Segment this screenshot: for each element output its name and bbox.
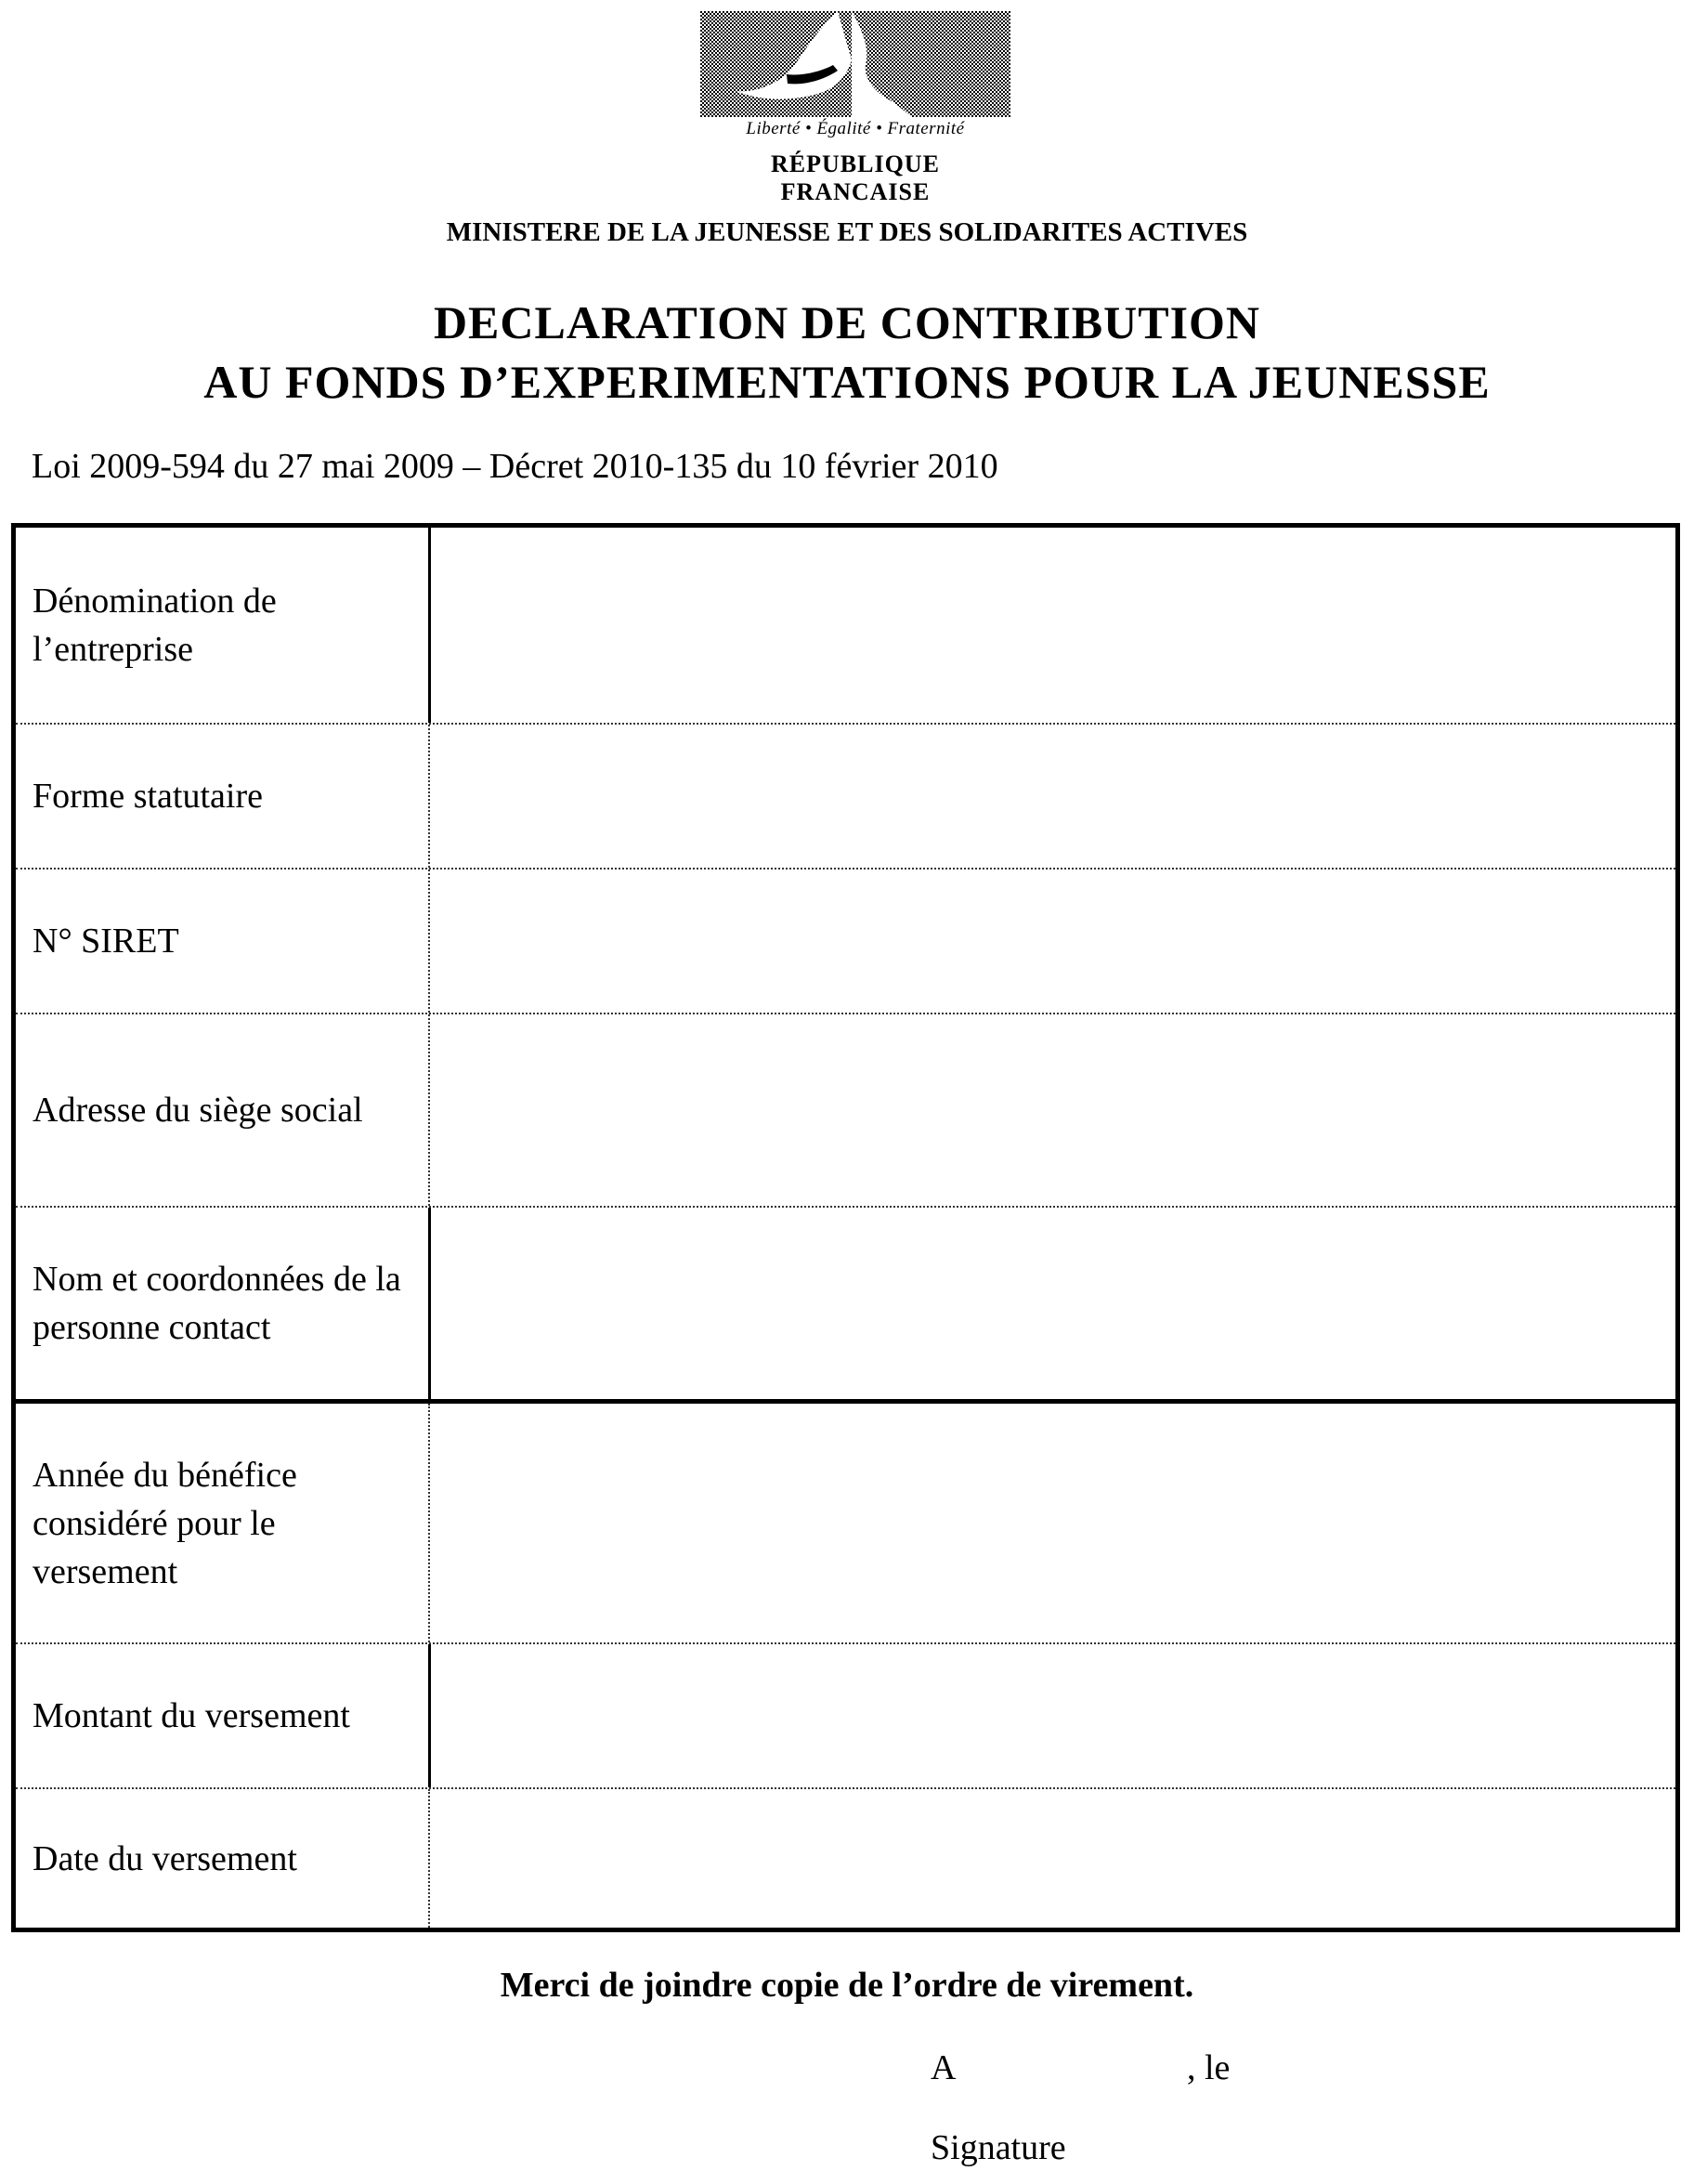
- payment-date-field[interactable]: [432, 1789, 1675, 1928]
- column-divider: [428, 1208, 431, 1399]
- document-title-line-2: AU FONDS D’EXPERIMENTATIONS POUR LA JEUNESSE: [203, 356, 1491, 408]
- marianne-emblem-icon: [698, 9, 1012, 119]
- column-divider: [428, 1789, 430, 1928]
- transfer-order-note: Merci de joindre copie de l’ordre de virement.: [500, 1966, 1194, 2005]
- column-divider: [428, 1014, 430, 1206]
- column-divider: [428, 1404, 430, 1642]
- document-title-line-1: DECLARATION DE CONTRIBUTION: [433, 296, 1261, 348]
- form-label: Adresse du siège social: [33, 1091, 363, 1130]
- form-label: N° SIRET: [33, 922, 179, 961]
- form-row-contact: [16, 1206, 1675, 1399]
- form-label: Montant du versement: [33, 1696, 350, 1735]
- column-divider: [428, 528, 431, 723]
- form-label: Date du versement: [33, 1838, 297, 1878]
- date-label: , le: [1187, 2048, 1231, 2087]
- logo-republic-name: RÉPUBLIQUE FRANCAISE: [771, 150, 940, 205]
- signature-label: Signature: [931, 2128, 1066, 2167]
- column-divider: [428, 870, 430, 1013]
- contact-field[interactable]: [432, 1208, 1675, 1399]
- form-label: Année du bénéfice considéré pour le versement: [33, 1455, 297, 1591]
- form-label: Dénomination de l’entreprise: [33, 582, 277, 669]
- contribution-form: [11, 523, 1680, 1932]
- form-row-company-name: [16, 528, 1675, 723]
- company-name-field[interactable]: [432, 528, 1675, 723]
- form-label: Nom et coordonnées de la personne contact: [33, 1260, 401, 1347]
- form-row-profit-year: [16, 1399, 1675, 1642]
- form-label: Forme statutaire: [33, 777, 263, 816]
- column-divider: [428, 725, 430, 868]
- amount-field[interactable]: [432, 1644, 1675, 1787]
- form-row-payment-date: [16, 1787, 1675, 1928]
- column-divider: [428, 1644, 431, 1787]
- republic-logo: [698, 9, 1012, 205]
- logo-motto: Liberté • Égalité • Fraternité: [746, 119, 965, 138]
- form-row-legal-form: [16, 723, 1675, 868]
- form-row-amount: [16, 1642, 1675, 1787]
- place-field[interactable]: [966, 2051, 1179, 2088]
- profit-year-field[interactable]: [432, 1404, 1675, 1642]
- siret-field[interactable]: [432, 870, 1675, 1013]
- form-row-siret: [16, 868, 1675, 1013]
- legal-form-field[interactable]: [432, 725, 1675, 868]
- ministry-name: MINISTERE DE LA JEUNESSE ET DES SOLIDARITES ACTIVES: [446, 217, 1248, 247]
- address-field[interactable]: [432, 1014, 1675, 1206]
- place-label: A: [931, 2048, 957, 2087]
- form-row-address: [16, 1013, 1675, 1206]
- legal-reference: Loi 2009-594 du 27 mai 2009 – Décret 2010-135 du 10 février 2010: [32, 447, 998, 486]
